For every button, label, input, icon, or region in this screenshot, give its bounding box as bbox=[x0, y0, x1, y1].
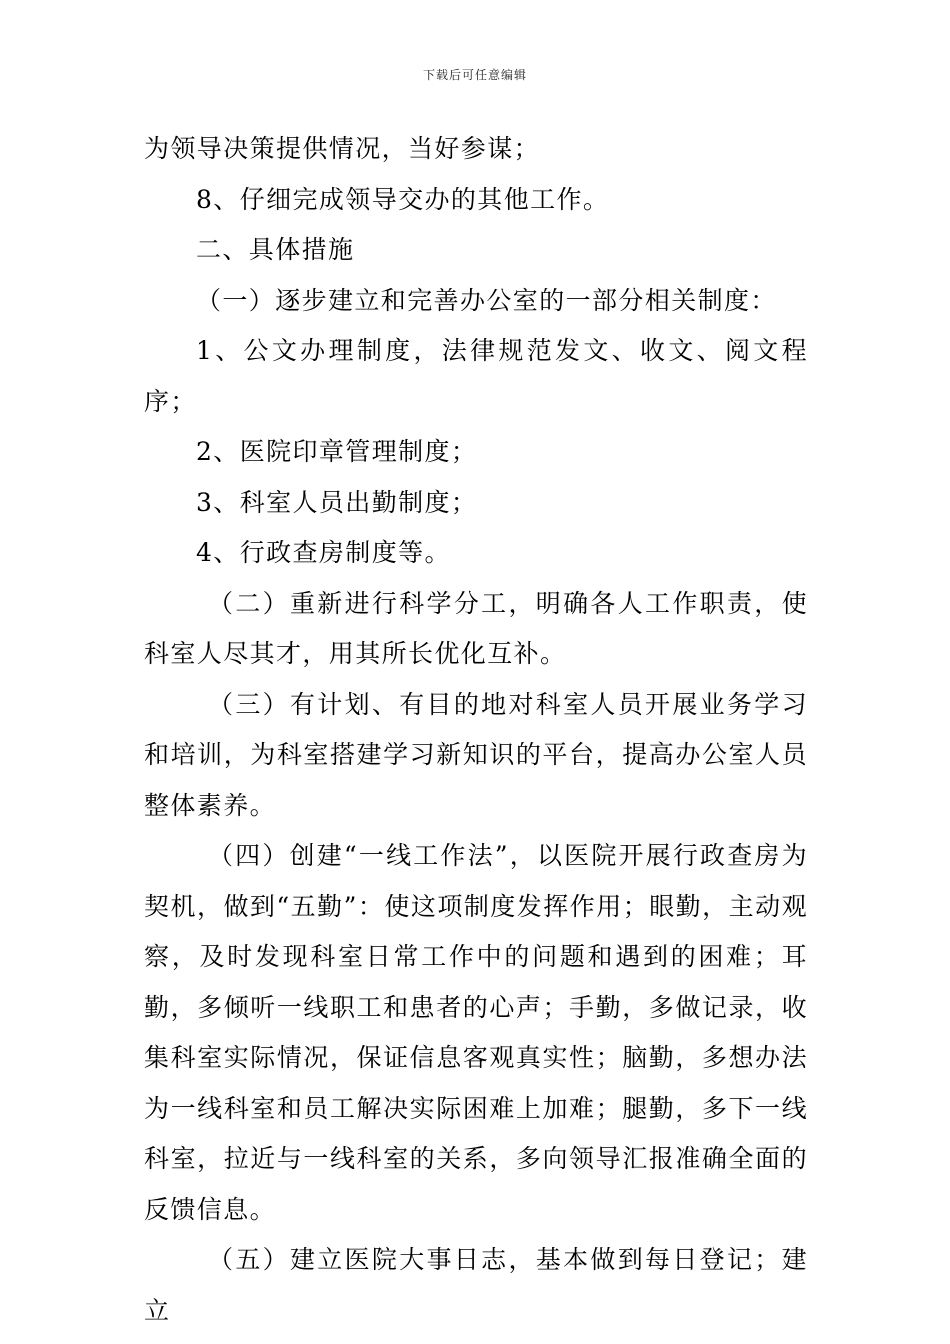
list-item-2: 2、医院印章管理制度； bbox=[196, 437, 478, 466]
list-item-4: 4、行政查房制度等。 bbox=[196, 538, 451, 567]
subsection-5: （五）建立医院大事日志，基本做到每日登记；建立 bbox=[144, 1245, 808, 1325]
page-header-note: 下载后可任意编辑 bbox=[422, 68, 527, 82]
subsection-4: （四）创建“一线工作法”，以医院开展行政查房为契机，做到“五勤”：使这项制度发挥作用；眼勤，主动观察，及时发现科室日常工作中的问题和遇到的困难；耳勤，多倾听一线职工和患者的心声；手勤，多做记录，收集科室实际情况，保证信息客观真实性；脑勤，多想办法为一线科室和员工解决实际困难上加难；腿勤，多下一线科室，拉近与一线科室的关系，多向领导汇报准确全面的反馈信息。 bbox=[144, 841, 808, 1224]
subsection-2: （二）重新进行科学分工，明确各人工作职责，使科室人尽其才，用其所长优化互补。 bbox=[144, 588, 808, 668]
section-heading-measures: 二、具体措施 bbox=[196, 235, 355, 264]
list-item-3: 3、科室人员出勤制度； bbox=[196, 487, 478, 517]
list-item-1: 1、公文办理制度，法律规范发文、收文、阅文程序； bbox=[144, 336, 808, 416]
paragraph-continuation: 为领导决策提供情况，当好参谋； bbox=[144, 134, 541, 163]
subsection-3: （三）有计划、有目的地对科室人员开展业务学习和培训，为科室搭建学习新知识的平台，提高办公室人员整体素养。 bbox=[144, 689, 808, 820]
document-body bbox=[144, 124, 808, 1336]
paragraph-item-8: 8、仔细完成领导交办的其他工作。 bbox=[196, 184, 610, 214]
subsection-1: （一）逐步建立和完善办公室的一部分相关制度： bbox=[196, 285, 777, 315]
